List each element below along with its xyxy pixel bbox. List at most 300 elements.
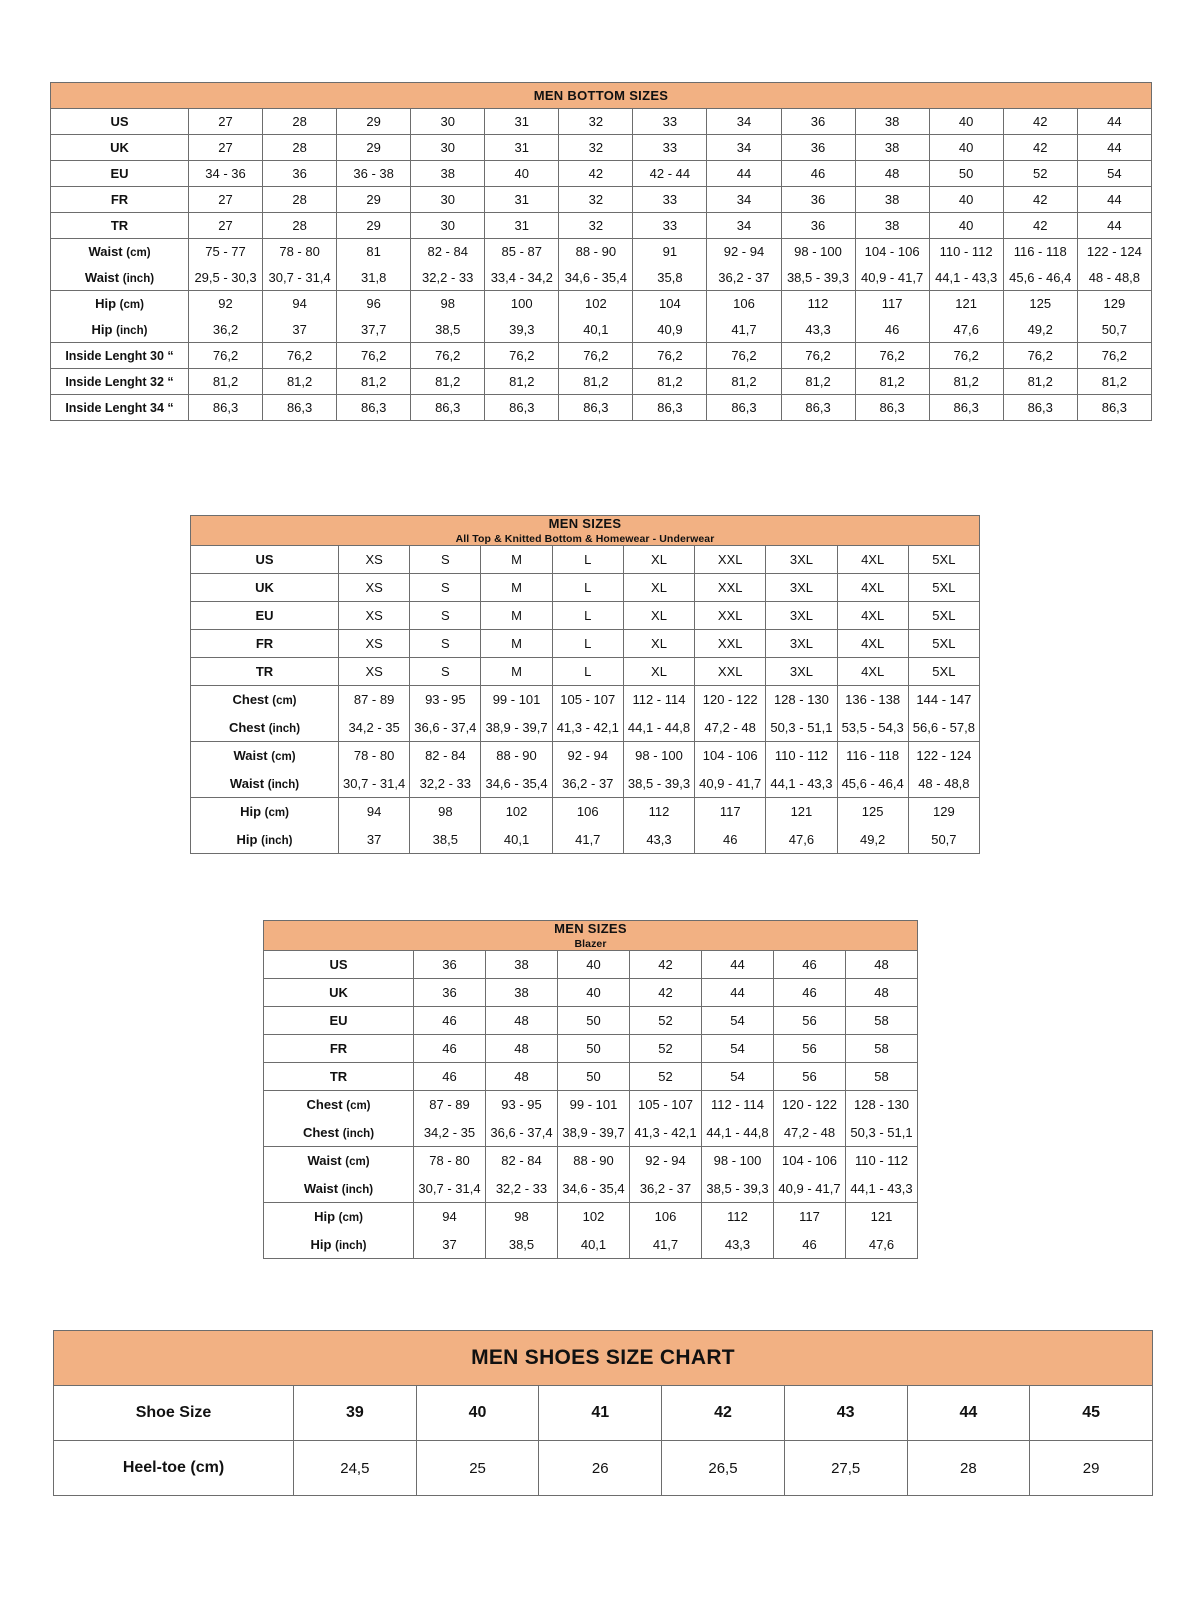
- cell: 30,7 - 31,4: [414, 1175, 486, 1203]
- row-label-tr: TR: [191, 658, 339, 686]
- cell: 110 - 112: [846, 1147, 918, 1175]
- cell: 93 - 95: [410, 686, 481, 714]
- cell: 31: [485, 187, 559, 213]
- cell: 42: [559, 161, 633, 187]
- cell: 117: [695, 798, 766, 826]
- cell: S: [410, 546, 481, 574]
- cell: 50: [929, 161, 1003, 187]
- row-label-fr: FR: [191, 630, 339, 658]
- cell: 39: [294, 1386, 417, 1441]
- cell: 48: [486, 1063, 558, 1091]
- cell: XXL: [695, 546, 766, 574]
- cell: 144 - 147: [908, 686, 979, 714]
- cell: 5XL: [908, 630, 979, 658]
- row-label-us: US: [51, 109, 189, 135]
- cell: 3XL: [766, 546, 837, 574]
- cell: 45,6 - 46,4: [837, 770, 908, 798]
- cell: 37,7: [337, 317, 411, 343]
- cell: 27: [189, 213, 263, 239]
- cell: XS: [339, 602, 410, 630]
- cell: 32,2 - 33: [411, 265, 485, 291]
- table-row: [51, 291, 1152, 317]
- cell: 47,6: [846, 1231, 918, 1259]
- cell: 25: [416, 1441, 539, 1496]
- cell: 30: [411, 213, 485, 239]
- cell: 44: [707, 161, 781, 187]
- table-title: MEN SIZES All Top & Knitted Bottom & Homewear - Underwear: [191, 516, 980, 546]
- cell: 48: [486, 1007, 558, 1035]
- table-title: MEN SIZES Blazer: [264, 921, 918, 951]
- cell: 86,3: [707, 395, 781, 421]
- cell: 42: [1003, 135, 1077, 161]
- cell: 36: [781, 213, 855, 239]
- cell: 34: [707, 135, 781, 161]
- table-row: [191, 742, 980, 770]
- cell: 98 - 100: [623, 742, 694, 770]
- cell: M: [481, 658, 552, 686]
- cell: M: [481, 602, 552, 630]
- cell: 36,2 - 37: [707, 265, 781, 291]
- cell: 78 - 80: [414, 1147, 486, 1175]
- cell: 36 - 38: [337, 161, 411, 187]
- cell: 4XL: [837, 658, 908, 686]
- table-row: [191, 798, 980, 826]
- row-label-hip-inch: Hip (inch): [51, 317, 189, 343]
- cell: 49,2: [837, 826, 908, 854]
- cell: 81,2: [781, 369, 855, 395]
- cell: 58: [846, 1063, 918, 1091]
- row-label-waist-inch: Waist (inch): [264, 1175, 414, 1203]
- cell: 136 - 138: [837, 686, 908, 714]
- cell: L: [552, 630, 623, 658]
- cell: 53,5 - 54,3: [837, 714, 908, 742]
- cell: 36,2 - 37: [630, 1175, 702, 1203]
- cell: 34,2 - 35: [414, 1119, 486, 1147]
- row-label-hip-inch: Hip (inch): [191, 826, 339, 854]
- cell: 112 - 114: [702, 1091, 774, 1119]
- cell: 36: [781, 135, 855, 161]
- cell: 99 - 101: [481, 686, 552, 714]
- cell: 32,2 - 33: [410, 770, 481, 798]
- cell: 54: [702, 1007, 774, 1035]
- cell: 94: [414, 1203, 486, 1231]
- cell: 92 - 94: [552, 742, 623, 770]
- cell: 96: [337, 291, 411, 317]
- cell: 30: [411, 135, 485, 161]
- cell: 81,2: [707, 369, 781, 395]
- cell: 76,2: [263, 343, 337, 369]
- cell: 44: [702, 979, 774, 1007]
- cell: 112: [702, 1203, 774, 1231]
- cell: 29: [337, 135, 411, 161]
- cell: 28: [263, 213, 337, 239]
- cell: 116 - 118: [837, 742, 908, 770]
- table-row: [191, 686, 980, 714]
- table-row: [191, 546, 980, 574]
- row-label-eu: EU: [264, 1007, 414, 1035]
- table-row: [51, 343, 1152, 369]
- table-subtitle: All Top & Knitted Bottom & Homewear - Underwear: [455, 533, 715, 545]
- cell: 47,6: [929, 317, 1003, 343]
- table-row: [51, 135, 1152, 161]
- cell: 41,3 - 42,1: [552, 714, 623, 742]
- cell: 38: [855, 213, 929, 239]
- cell: 81,2: [855, 369, 929, 395]
- cell: 86,3: [855, 395, 929, 421]
- row-label-hip-cm: Hip (cm): [191, 798, 339, 826]
- cell: 35,8: [633, 265, 707, 291]
- cell: 37: [263, 317, 337, 343]
- table-title-row: [51, 83, 1152, 109]
- cell: 121: [766, 798, 837, 826]
- cell: 44,1 - 44,8: [702, 1119, 774, 1147]
- table-row: [51, 187, 1152, 213]
- cell: 36: [414, 979, 486, 1007]
- cell: XL: [623, 658, 694, 686]
- table-row: [264, 1119, 918, 1147]
- table-row: [264, 951, 918, 979]
- cell: 29: [337, 213, 411, 239]
- table-row: [264, 1091, 918, 1119]
- cell: 56: [774, 1063, 846, 1091]
- row-label-us: US: [264, 951, 414, 979]
- cell: 92: [189, 291, 263, 317]
- cell: 52: [630, 1035, 702, 1063]
- cell: 28: [907, 1441, 1030, 1496]
- cell: 120 - 122: [774, 1091, 846, 1119]
- cell: 50,7: [1077, 317, 1151, 343]
- row-label-waist-inch: Waist (inch): [191, 770, 339, 798]
- cell: 76,2: [929, 343, 1003, 369]
- cell: 33: [633, 135, 707, 161]
- cell: 34: [707, 187, 781, 213]
- table-row: [264, 1231, 918, 1259]
- cell: 27: [189, 135, 263, 161]
- cell: 104 - 106: [774, 1147, 846, 1175]
- cell: 86,3: [781, 395, 855, 421]
- cell: 40,9 - 41,7: [855, 265, 929, 291]
- cell: 5XL: [908, 546, 979, 574]
- cell: 44,1 - 44,8: [623, 714, 694, 742]
- cell: 129: [908, 798, 979, 826]
- cell: 46: [781, 161, 855, 187]
- cell: 86,3: [559, 395, 633, 421]
- cell: 45: [1030, 1386, 1153, 1441]
- row-label-hip-cm: Hip (cm): [51, 291, 189, 317]
- cell: 40,9 - 41,7: [774, 1175, 846, 1203]
- cell: 3XL: [766, 630, 837, 658]
- table-title: MEN SHOES SIZE CHART: [54, 1331, 1153, 1386]
- cell: 33: [633, 187, 707, 213]
- cell: 48 - 48,8: [1077, 265, 1151, 291]
- cell: M: [481, 574, 552, 602]
- cell: 32: [559, 213, 633, 239]
- cell: 100: [485, 291, 559, 317]
- cell: 48: [846, 951, 918, 979]
- cell: 46: [414, 1035, 486, 1063]
- cell: 76,2: [485, 343, 559, 369]
- cell: 41,3 - 42,1: [630, 1119, 702, 1147]
- cell: 40: [929, 135, 1003, 161]
- cell: 30,7 - 31,4: [263, 265, 337, 291]
- cell: 39,3: [485, 317, 559, 343]
- cell: 34,2 - 35: [339, 714, 410, 742]
- cell: 38,5 - 39,3: [623, 770, 694, 798]
- cell: 104: [633, 291, 707, 317]
- cell: 50,7: [908, 826, 979, 854]
- cell: 76,2: [781, 343, 855, 369]
- cell: 38: [855, 109, 929, 135]
- cell: S: [410, 602, 481, 630]
- cell: 106: [630, 1203, 702, 1231]
- row-label-inside-length-32: Inside Lenght 32 “: [51, 369, 189, 395]
- row-label-hip-inch: Hip (inch): [264, 1231, 414, 1259]
- cell: 86,3: [485, 395, 559, 421]
- cell: 40: [929, 187, 1003, 213]
- table-row: [191, 714, 980, 742]
- cell: 106: [552, 798, 623, 826]
- cell: 105 - 107: [630, 1091, 702, 1119]
- cell: S: [410, 574, 481, 602]
- cell: 45,6 - 46,4: [1003, 265, 1077, 291]
- cell: 46: [774, 1231, 846, 1259]
- cell: 5XL: [908, 602, 979, 630]
- cell: 81,2: [411, 369, 485, 395]
- cell: 44: [702, 951, 774, 979]
- cell: 81,2: [485, 369, 559, 395]
- cell: 81: [337, 239, 411, 265]
- cell: 36,2: [189, 317, 263, 343]
- cell: 46: [695, 826, 766, 854]
- cell: 3XL: [766, 602, 837, 630]
- cell: 32: [559, 109, 633, 135]
- table-row: [191, 658, 980, 686]
- cell: 42: [630, 951, 702, 979]
- cell: 48: [486, 1035, 558, 1063]
- cell: 112: [623, 798, 694, 826]
- cell: 42: [662, 1386, 785, 1441]
- table-row: [191, 770, 980, 798]
- cell: 50,3 - 51,1: [846, 1119, 918, 1147]
- cell: 38,9 - 39,7: [558, 1119, 630, 1147]
- men-shoes-size-chart-table: [53, 1330, 1153, 1496]
- row-label-hip-cm: Hip (cm): [264, 1203, 414, 1231]
- cell: 104 - 106: [855, 239, 929, 265]
- cell: 87 - 89: [339, 686, 410, 714]
- cell: 32: [559, 187, 633, 213]
- cell: 94: [263, 291, 337, 317]
- row-label-fr: FR: [51, 187, 189, 213]
- cell: 3XL: [766, 658, 837, 686]
- cell: 38,5 - 39,3: [781, 265, 855, 291]
- cell: XL: [623, 630, 694, 658]
- cell: 44: [1077, 109, 1151, 135]
- cell: 43: [784, 1386, 907, 1441]
- men-tops-sizes-table: [190, 515, 980, 854]
- cell: 86,3: [929, 395, 1003, 421]
- cell: 76,2: [633, 343, 707, 369]
- table-row: [51, 317, 1152, 343]
- cell: 40: [929, 213, 1003, 239]
- cell: XL: [623, 574, 694, 602]
- cell: 36: [263, 161, 337, 187]
- row-label-fr: FR: [264, 1035, 414, 1063]
- cell: 81,2: [1077, 369, 1151, 395]
- cell: 42 - 44: [633, 161, 707, 187]
- men-blazer-sizes-table: [263, 920, 918, 1259]
- row-label-waist-cm: Waist (cm): [51, 239, 189, 265]
- cell: 41,7: [707, 317, 781, 343]
- cell: 98: [410, 798, 481, 826]
- cell: M: [481, 546, 552, 574]
- cell: 54: [702, 1035, 774, 1063]
- cell: 42: [1003, 109, 1077, 135]
- cell: 28: [263, 135, 337, 161]
- table-row: [54, 1441, 1153, 1496]
- men-bottom-sizes-table: [50, 82, 1152, 421]
- cell: 104 - 106: [695, 742, 766, 770]
- table-title-row: [264, 921, 918, 951]
- cell: 4XL: [837, 630, 908, 658]
- cell: 122 - 124: [1077, 239, 1151, 265]
- cell: 120 - 122: [695, 686, 766, 714]
- cell: 43,3: [702, 1231, 774, 1259]
- cell: 81,2: [1003, 369, 1077, 395]
- cell: 76,2: [559, 343, 633, 369]
- table-title-row: [191, 516, 980, 546]
- cell: 40: [558, 979, 630, 1007]
- row-label-tr: TR: [264, 1063, 414, 1091]
- cell: 46: [855, 317, 929, 343]
- cell: 75 - 77: [189, 239, 263, 265]
- cell: 43,3: [623, 826, 694, 854]
- cell: 4XL: [837, 602, 908, 630]
- cell: XS: [339, 630, 410, 658]
- cell: 48: [846, 979, 918, 1007]
- cell: 52: [630, 1063, 702, 1091]
- cell: 128 - 130: [846, 1091, 918, 1119]
- cell: 128 - 130: [766, 686, 837, 714]
- cell: 29: [337, 187, 411, 213]
- cell: 105 - 107: [552, 686, 623, 714]
- table-row: [191, 574, 980, 602]
- cell: 110 - 112: [929, 239, 1003, 265]
- cell: 110 - 112: [766, 742, 837, 770]
- cell: 41: [539, 1386, 662, 1441]
- cell: 34,6 - 35,4: [559, 265, 633, 291]
- cell: 76,2: [855, 343, 929, 369]
- cell: 116 - 118: [1003, 239, 1077, 265]
- cell: 40: [485, 161, 559, 187]
- cell: 102: [481, 798, 552, 826]
- cell: 27: [189, 187, 263, 213]
- cell: 46: [774, 951, 846, 979]
- cell: 78 - 80: [263, 239, 337, 265]
- row-label-tr: TR: [51, 213, 189, 239]
- cell: 47,2 - 48: [774, 1119, 846, 1147]
- cell: 86,3: [1003, 395, 1077, 421]
- cell: 38,5: [486, 1231, 558, 1259]
- cell: 42: [630, 979, 702, 1007]
- table-row: [264, 1147, 918, 1175]
- cell: 52: [630, 1007, 702, 1035]
- cell: 49,2: [1003, 317, 1077, 343]
- cell: 86,3: [189, 395, 263, 421]
- row-label-shoe-size: Shoe Size: [54, 1386, 294, 1441]
- cell: 50: [558, 1035, 630, 1063]
- cell: 76,2: [1077, 343, 1151, 369]
- row-label-waist-cm: Waist (cm): [191, 742, 339, 770]
- cell: XL: [623, 546, 694, 574]
- table-row: [54, 1386, 1153, 1441]
- cell: 38,5: [410, 826, 481, 854]
- cell: 82 - 84: [486, 1147, 558, 1175]
- table-row: [264, 1175, 918, 1203]
- table-subtitle: Blazer: [574, 938, 607, 950]
- cell: XXL: [695, 574, 766, 602]
- cell: 30: [411, 109, 485, 135]
- table-title: MEN BOTTOM SIZES: [51, 83, 1152, 109]
- table-row: [51, 213, 1152, 239]
- cell: 38: [855, 187, 929, 213]
- cell: 47,2 - 48: [695, 714, 766, 742]
- cell: 112 - 114: [623, 686, 694, 714]
- cell: 117: [855, 291, 929, 317]
- cell: 106: [707, 291, 781, 317]
- cell: 50,3 - 51,1: [766, 714, 837, 742]
- cell: 82 - 84: [411, 239, 485, 265]
- cell: 44: [1077, 135, 1151, 161]
- cell: 33,4 - 34,2: [485, 265, 559, 291]
- row-label-uk: UK: [51, 135, 189, 161]
- cell: 28: [263, 187, 337, 213]
- cell: 81,2: [559, 369, 633, 395]
- row-label-chest-inch: Chest (inch): [191, 714, 339, 742]
- cell: S: [410, 630, 481, 658]
- cell: 56: [774, 1035, 846, 1063]
- cell: 98 - 100: [702, 1147, 774, 1175]
- cell: XS: [339, 658, 410, 686]
- cell: 121: [929, 291, 1003, 317]
- cell: XS: [339, 574, 410, 602]
- cell: 98: [486, 1203, 558, 1231]
- cell: 86,3: [633, 395, 707, 421]
- table-row: [51, 369, 1152, 395]
- row-label-chest-cm: Chest (cm): [191, 686, 339, 714]
- cell: 31: [485, 109, 559, 135]
- cell: XXL: [695, 630, 766, 658]
- cell: 88 - 90: [559, 239, 633, 265]
- table-row: [51, 109, 1152, 135]
- cell: 91: [633, 239, 707, 265]
- cell: S: [410, 658, 481, 686]
- cell: 34: [707, 109, 781, 135]
- cell: 36: [781, 187, 855, 213]
- cell: 3XL: [766, 574, 837, 602]
- cell: 88 - 90: [481, 742, 552, 770]
- cell: 36: [781, 109, 855, 135]
- cell: 31,8: [337, 265, 411, 291]
- cell: 76,2: [707, 343, 781, 369]
- table-row: [264, 1007, 918, 1035]
- cell: 99 - 101: [558, 1091, 630, 1119]
- cell: 27,5: [784, 1441, 907, 1496]
- cell: 48 - 48,8: [908, 770, 979, 798]
- cell: 82 - 84: [410, 742, 481, 770]
- row-label-inside-length-34: Inside Lenght 34 “: [51, 395, 189, 421]
- cell: 29,5 - 30,3: [189, 265, 263, 291]
- cell: 117: [774, 1203, 846, 1231]
